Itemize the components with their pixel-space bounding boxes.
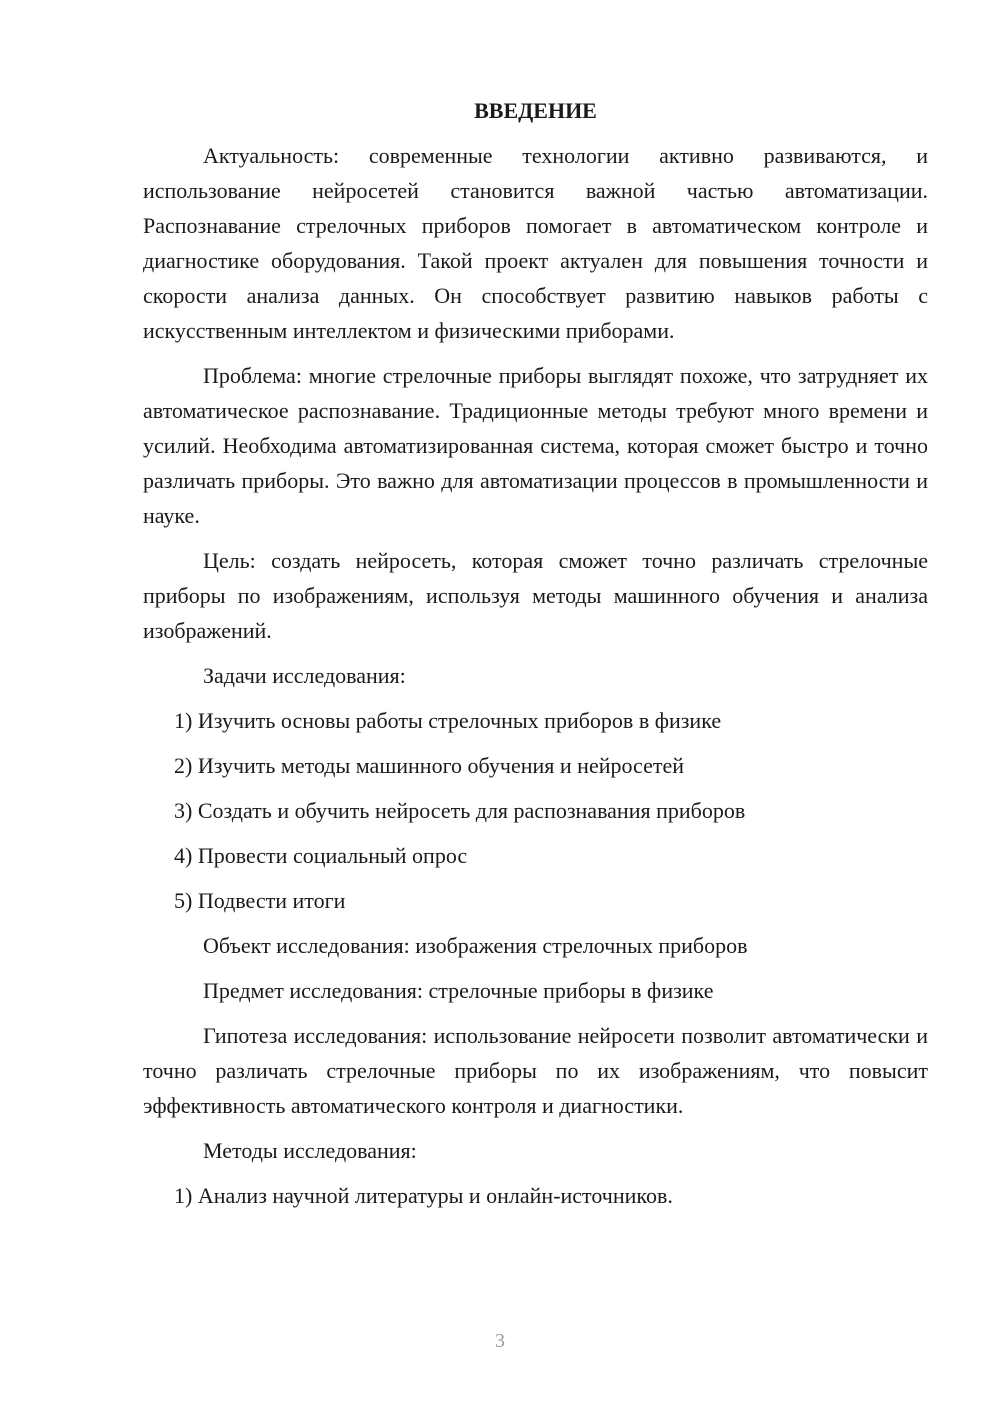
research-subject: Предмет исследования: стрелочные приборы в физике — [203, 978, 714, 1003]
task-item: 3) Создать и обучить нейросеть для распознавания приборов — [174, 798, 746, 823]
problem-paragraph: Проблема: многие стрелочные приборы выглядят похоже, что затрудняет их автоматическое распознавание. Традиционные методы требуют много времени и усилий. Необходима автоматизированная система, которая сможет быстро и точно различать приборы. Это важно для автоматизации процессов в промышленности и науке. — [143, 363, 928, 528]
goal-paragraph: Цель: создать нейросеть, которая сможет точно различать стрелочные приборы по изображениям, используя методы машинного обучения и анализа изображений. — [143, 548, 928, 643]
spacer — [143, 1123, 928, 1133]
task-item: 5) Подвести итоги — [174, 888, 346, 913]
spacer — [143, 693, 928, 703]
spacer — [143, 873, 928, 883]
spacer — [143, 128, 928, 138]
spacer — [143, 1168, 928, 1178]
hypothesis-paragraph: Гипотеза исследования: использование нейросети позволит автоматически и точно различать стрелочные приборы по их изображениям, что повысит эффективность автоматического контроля и диагностики. — [143, 1023, 928, 1118]
spacer — [143, 783, 928, 793]
spacer — [143, 533, 928, 543]
spacer — [143, 963, 928, 973]
page-number: 3 — [495, 1330, 505, 1352]
page-content — [143, 93, 928, 1213]
spacer — [143, 918, 928, 928]
spacer — [143, 828, 928, 838]
research-object: Объект исследования: изображения стрелочных приборов — [203, 933, 748, 958]
task-item: 1) Изучить основы работы стрелочных приборов в физике — [174, 708, 722, 733]
task-item: 4) Провести социальный опрос — [174, 843, 468, 868]
methods-heading: Методы исследования: — [203, 1138, 417, 1163]
spacer — [143, 1008, 928, 1018]
spacer — [143, 738, 928, 748]
tasks-heading: Задачи исследования: — [203, 663, 406, 688]
method-item: 1) Анализ научной литературы и онлайн-источников. — [174, 1183, 673, 1208]
relevance-paragraph: Актуальность: современные технологии активно развиваются, и использование нейросетей становится важной частью автоматизации. Распознавание стрелочных приборов помогает в автоматическом контроле и диагностике оборудования. Такой проект актуален для повышения точности и скорости анализа данных. Он способствует развитию навыков работы с искусственным интеллектом и физическими приборами. — [143, 143, 928, 343]
page-title: ВВЕДЕНИЕ — [474, 98, 597, 123]
spacer — [143, 348, 928, 358]
spacer — [143, 648, 928, 658]
task-item: 2) Изучить методы машинного обучения и нейросетей — [174, 753, 684, 778]
